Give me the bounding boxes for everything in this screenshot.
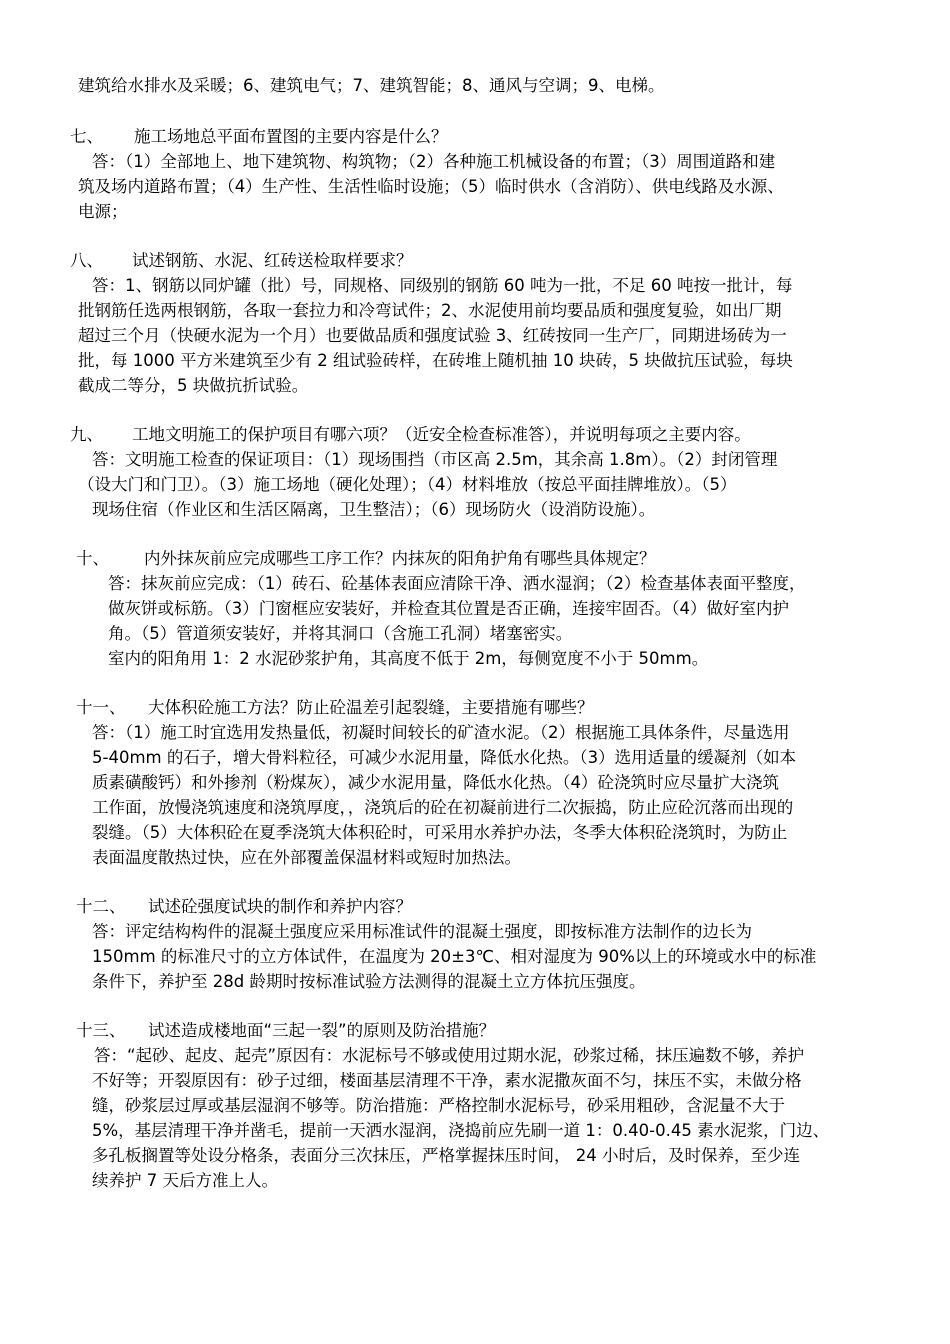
question-8	[70, 250, 413, 272]
answer-10-line-2: 做灰饼或标筋。（3）门窗框应安装好，并检查其位置是否正确，连接牢固否。（4）做好室内护	[108, 599, 789, 618]
answer-12-line-3: 条件下，养护至 28d 龄期时按标准试验方法测得的混凝土立方体抗压强度。	[92, 972, 646, 991]
question-10-text: 内外抹灰前应完成哪些工序工作？内抹灰的阳角护角有哪些具体规定？	[144, 549, 656, 568]
answer-13-line-1: 答：“起砂、起皮、起壳”原因有：水泥标号不够或使用过期水泥，砂浆过稀，抹压遍数不够，养护	[94, 1046, 805, 1065]
answer-13-line-3: 缝，砂浆层过厚或基层湿润不够等。防治措施：严格控制水泥标号，砂采用粗砂，含泥量不大于	[92, 1096, 785, 1115]
answer-7-line-1: 答：（1）全部地上、地下建筑物、构筑物；（2）各种施工机械设备的布置；（3）周围道路和建	[92, 152, 776, 171]
question-13-text: 试述造成楼地面“三起一裂”的原则及防治措施？	[148, 1021, 496, 1040]
question-12-number: 十二、	[76, 897, 126, 916]
question-7-text: 施工场地总平面布置图的主要内容是什么？	[134, 127, 448, 146]
question-12-text: 试述砼强度试块的制作和养护内容？	[148, 897, 412, 916]
answer-11-line-4: 工作面，放慢浇筑速度和浇筑厚度，，浇筑后的砼在初凝前进行二次振捣，防止应砼沉落而出现的	[92, 798, 794, 817]
answer-13-line-4: 5%，基层清理干净并凿毛，提前一天洒水湿润，浇捣前应先刷一道 1：0.40-0.45 素水泥浆，门边、	[92, 1121, 830, 1140]
answer-11-line-1: 答：（1）施工时宜选用发热量低，初凝时间较长的矿渣水泥。（2）根据施工具体条件，尽量选用	[92, 723, 790, 742]
question-10-number: 十、	[76, 549, 109, 568]
question-9-number: 九、	[70, 425, 103, 444]
answer-7-line-3: 电源；	[78, 202, 128, 221]
question-8-number: 八、	[70, 251, 103, 270]
answer-8-line-4: 批，每 1000 平方米建筑至少有 2 组试验砖样，在砖堆上随机抽 10 块砖，5 块做抗压试验，每块	[78, 351, 793, 370]
question-11-number: 十一、	[76, 698, 126, 717]
answer-11-line-5: 裂缝。（5）大体积砼在夏季浇筑大体积砼时，可采用水养护办法，冬季大体积砼浇筑时，为防止	[92, 823, 788, 842]
answer-11-line-3: 质素磺酸钙）和外掺剂（粉煤灰），减少水泥用量，降低水化热。（4）砼浇筑时应尽量扩大浇筑	[92, 773, 779, 792]
question-8-text: 试述钢筋、水泥、红砖送检取样要求？	[132, 251, 413, 270]
continuation-line-1: 建筑给水排水及采暖；6、建筑电气；7、建筑智能；8、通风与空调；9、电梯。	[78, 76, 665, 95]
answer-9-line-2: （设大门和门卫）。（3）施工场地（硬化处理）；（4）材料堆放（按总平面挂牌堆放）。（5）	[78, 475, 737, 494]
answer-8-line-3: 超过三个月（快硬水泥为一个月）也要做品质和强度试验 3、红砖按同一生产厂，同期进场砖为一	[78, 326, 787, 345]
question-12	[76, 896, 412, 918]
answer-11-line-2: 5-40mm 的石子，增大骨料粒径，可减少水泥用量，降低水化热。（3）选用适量的缓凝剂（如本	[92, 748, 797, 767]
answer-12-line-2: 150mm 的标准尺寸的立方体试件，在温度为 20±3℃、相对湿度为 90%以上的环境或水中的标准	[92, 947, 817, 966]
answer-9-line-1: 答：文明施工检查的保证项目：（1）现场围挡（市区高 2.5m，其余高 1.8m）。（2）封闭管理	[92, 450, 778, 469]
answer-13-line-5: 多孔板搁置等处设分格条，表面分三次抹压，严格掌握抹压时间， 24 小时后，及时保养，至少连	[92, 1146, 800, 1165]
answer-13-line-6: 续养护 7 天后方准上人。	[92, 1171, 278, 1190]
question-13	[76, 1020, 495, 1042]
question-7-number: 七、	[70, 127, 103, 146]
question-9	[70, 424, 751, 446]
answer-10-line-3: 角。（5）管道须安装好，并将其洞口（含施工孔洞）堵塞密实。	[108, 624, 573, 643]
question-11	[76, 697, 594, 719]
question-9-text: 工地文明施工的保护项目有哪六项？（近安全检查标准答），并说明每项之主要内容。	[132, 425, 751, 444]
answer-10-line-4: 室内的阳角用 1：2 水泥砂浆护角，其高度不低于 2m，每侧宽度不小于 50mm。	[108, 649, 709, 668]
question-13-number: 十三、	[76, 1021, 126, 1040]
answer-13-line-2: 不好等；开裂原因有：砂子过细，楼面基层清理不干净，素水泥撒灰面不匀，抹压不实，未做分格	[92, 1071, 802, 1090]
answer-11-line-6: 表面温度散热过快，应在外部覆盖保温材料或短时加热法。	[92, 848, 521, 867]
answer-8-line-2: 批钢筋任选两根钢筋，各取一套拉力和冷弯试件；2、水泥使用前均要品质和强度复验，如出厂期	[78, 301, 782, 320]
answer-12-line-1: 答：评定结构构件的混凝土强度应采用标准试件的混凝土强度，即按标准方法制作的边长为	[92, 922, 752, 941]
question-10	[76, 548, 656, 570]
answer-8-line-1: 答：1、钢筋以同炉罐（批）号，同规格、同级别的钢筋 60 吨为一批，不足 60 吨按一批计，每	[92, 276, 793, 295]
answer-10-line-1: 答：抹灰前应完成：（1）砖石、砼基体表面应清除干净、洒水湿润；（2）检查基体表面平整度，	[108, 574, 806, 593]
answer-7-line-2: 筑及场内道路布置；（4）生产性、生活性临时设施；（5）临时供水（含消防）、供电线路及水源、	[78, 177, 784, 196]
question-11-text: 大体积砼施工方法？防止砼温差引起裂缝，主要措施有哪些？	[148, 698, 594, 717]
question-7	[70, 126, 448, 148]
answer-9-line-3: 现场住宿（作业区和生活区隔离，卫生整洁）；（6）现场防火（设消防设施）。	[92, 500, 656, 519]
answer-8-line-5: 截成二等分，5 块做抗折试验。	[78, 376, 309, 395]
